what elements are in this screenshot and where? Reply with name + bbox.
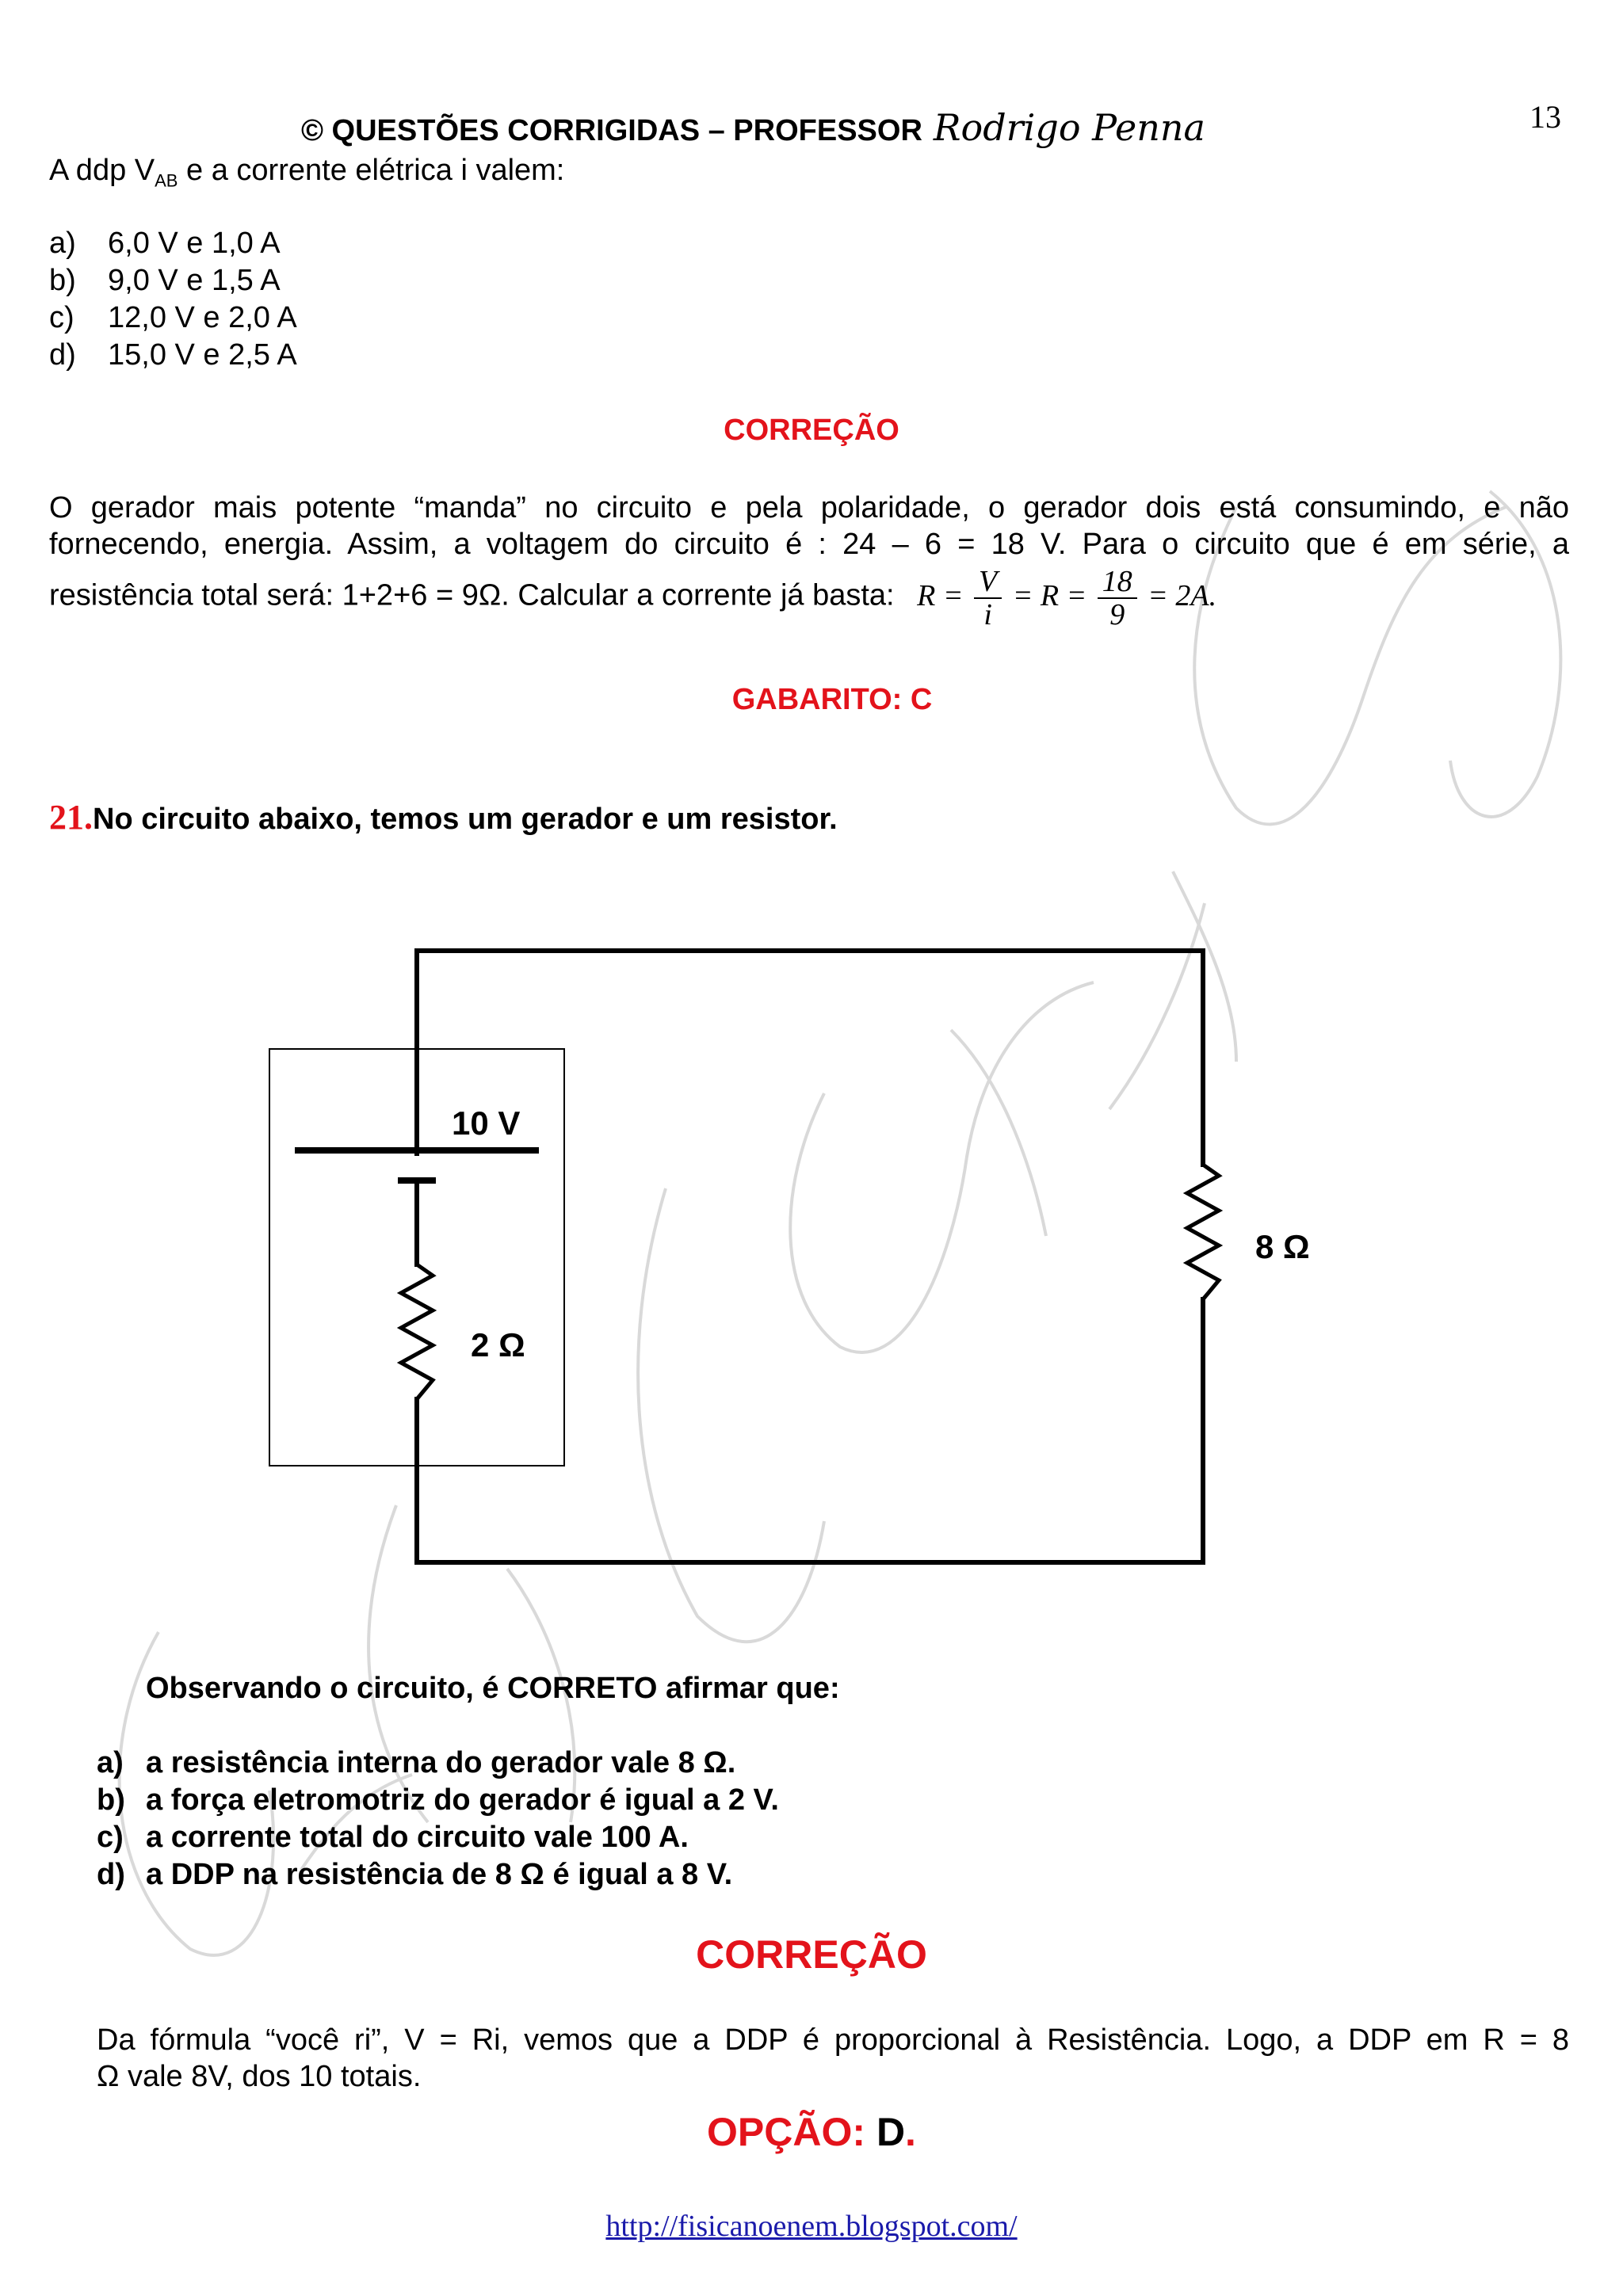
circuit-wire-top xyxy=(417,951,1203,1165)
q21-option-label: c) xyxy=(97,1821,124,1854)
emf-label: 10 V xyxy=(452,1104,521,1142)
q20-prompt-prefix: A ddp V xyxy=(49,154,155,187)
q20-option-label: a) xyxy=(49,227,76,260)
q20-option-text: 12,0 V e 2,0 A xyxy=(108,301,297,334)
q20-answer: GABARITO: C xyxy=(731,683,933,716)
q20-option-label: b) xyxy=(49,264,76,297)
q21-option-c xyxy=(97,1821,689,1855)
q20-option-label: d) xyxy=(49,338,76,372)
q21-answer-suffix: . xyxy=(905,2110,916,2154)
footer xyxy=(0,2209,1623,2244)
internal-resistor-label: 2 Ω xyxy=(471,1326,525,1363)
q21-correction-line1: Da fórmula “você ri”, V = Ri, vemos que a DDP é proporcional à Resistência. Logo, a DDP em R = 8 xyxy=(97,2023,1569,2057)
header-signature: Rodrigo Penna xyxy=(933,106,1205,149)
q21-answer xyxy=(0,2109,1623,2155)
q21-option-d xyxy=(97,1858,732,1892)
q21-option-label: a) xyxy=(97,1746,124,1779)
q21-option-label: d) xyxy=(97,1858,125,1891)
q21-correction-line2: Ω vale 8V, dos 10 totais. xyxy=(97,2060,422,2093)
q21-number: 21. xyxy=(49,798,93,837)
q20-option-text: 6,0 V e 1,0 A xyxy=(108,227,281,260)
q20-option-text: 15,0 V e 2,5 A xyxy=(108,338,297,372)
formula-end: . xyxy=(1209,578,1217,612)
formula-fraction-1-den: i xyxy=(983,598,992,631)
q21-option-b xyxy=(97,1783,779,1817)
q20-correction-line1: O gerador mais potente “manda” no circuito e pela polaridade, o gerador dois está consumindo, e não xyxy=(49,491,1569,524)
q20-correction-line3-text: resistência total será: 1+2+6 = 9Ω. Calcular a corrente já basta: xyxy=(49,578,895,612)
q20-option-text: 9,0 V e 1,5 A xyxy=(108,264,281,297)
q21-answer-letter: D xyxy=(876,2110,906,2154)
q20-correction-heading: CORREÇÃO xyxy=(724,414,899,447)
footer-link[interactable]: http://fisicanoenem.blogspot.com/ xyxy=(605,2210,1018,2243)
external-resistor-label: 8 Ω xyxy=(1255,1228,1310,1265)
q20-prompt-suffix: e a corrente elétrica i valem: xyxy=(178,154,565,187)
formula-rhs: = 2A xyxy=(1148,578,1209,612)
formula-fraction-2-num: 18 xyxy=(1098,566,1137,599)
q20-prompt-sub: AB xyxy=(155,170,178,191)
formula-lhs: R = xyxy=(917,578,964,612)
page-number: 13 xyxy=(1529,99,1561,135)
formula-fraction-2-den: 9 xyxy=(1109,598,1125,631)
q20-correction-line2: fornecendo, energia. Assim, a voltagem do circuito é : 24 – 6 = 18 V. Para o circuito que é em série, a xyxy=(49,528,1569,561)
q21-prompt: Observando o circuito, é CORRETO afirmar que: xyxy=(146,1672,840,1705)
q21-option-text: a DDP na resistência de 8 Ω é igual a 8 V. xyxy=(146,1858,733,1891)
circuit-wire-bottom xyxy=(417,1299,1203,1562)
q21-option-a xyxy=(97,1746,735,1780)
q21-option-text: a resistência interna do gerador vale 8 Ω. xyxy=(146,1746,736,1779)
q21-answer-prefix: OPÇÃO: xyxy=(707,2110,876,2154)
q21-option-text: a corrente total do circuito vale 100 A. xyxy=(146,1821,689,1854)
q21-option-label: b) xyxy=(97,1783,125,1817)
formula-fraction-1-num: V xyxy=(974,566,1002,599)
q21-statement-text: No circuito abaixo, temos um gerador e um resistor. xyxy=(93,803,838,836)
q21-option-text: a força eletromotriz do gerador é igual a 2 V. xyxy=(146,1783,779,1817)
q21-correction-heading: CORREÇÃO xyxy=(696,1932,927,1977)
internal-resistor-zigzag xyxy=(401,1264,433,1399)
header-title-text: © QUESTÕES CORRIGIDAS – PROFESSOR xyxy=(301,114,922,147)
external-resistor-zigzag xyxy=(1187,1165,1219,1299)
q20-option-label: c) xyxy=(49,301,74,334)
formula-mid: = R = xyxy=(1012,578,1087,612)
